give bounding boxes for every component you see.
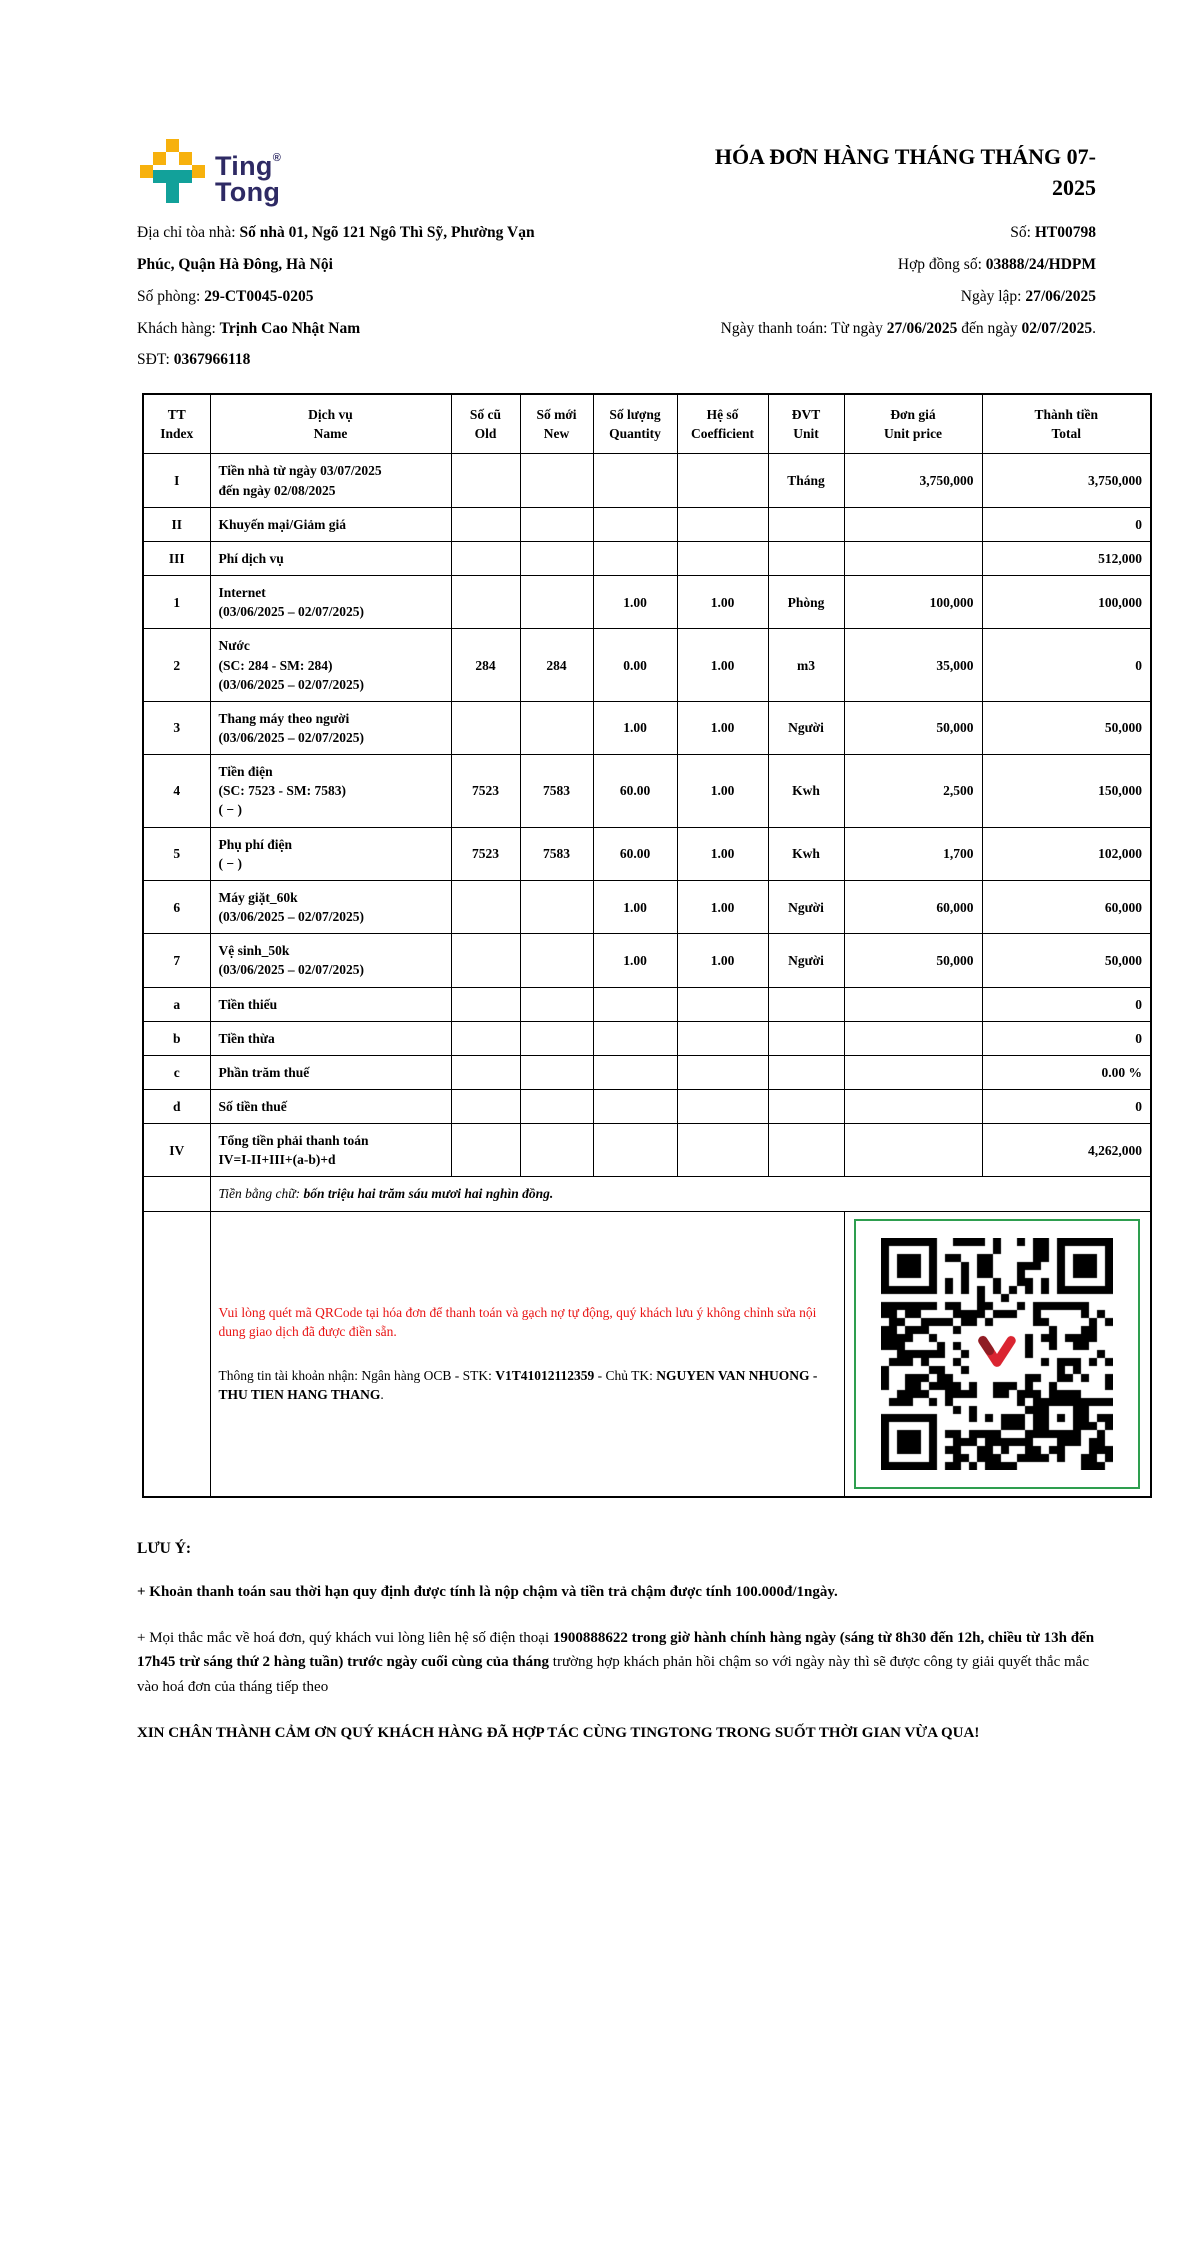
cell-service-name: Tiền nhà từ ngày 03/07/2025 đến ngày 02/08/2025 (210, 454, 451, 507)
cell-coefficient (677, 1021, 768, 1055)
cell-service-name: Máy giặt_60k (03/06/2025 – 02/07/2025) (210, 880, 451, 933)
cell-coefficient: 1.00 (677, 755, 768, 827)
cell-unit-price (844, 507, 982, 541)
cell-unit: Tháng (768, 454, 844, 507)
cell-unit: Người (768, 701, 844, 754)
cell-unit-price: 1,700 (844, 827, 982, 880)
cell-unit (768, 541, 844, 575)
col-header-new: Số mới New (520, 394, 593, 454)
qr-code (854, 1219, 1140, 1489)
vietqr-v-icon (973, 1332, 1021, 1375)
cell-index: 5 (143, 827, 210, 880)
col-header-quantity: Số lượng Quantity (593, 394, 677, 454)
cell-unit-price (844, 1021, 982, 1055)
cell-coefficient: 1.00 (677, 701, 768, 754)
invoice-number: Số: HT00798 (1010, 224, 1096, 242)
cell-service-name: Số tiền thuế (210, 1090, 451, 1124)
cell-quantity (593, 1124, 677, 1177)
invoice-summary-rows (143, 1177, 1151, 1497)
table-row-II (143, 507, 1151, 541)
cell-total: 512,000 (982, 541, 1151, 575)
cell-total: 0 (982, 1090, 1151, 1124)
cell-service-name: Internet (03/06/2025 – 02/07/2025) (210, 576, 451, 629)
cell-quantity (593, 987, 677, 1021)
cell-unit: Phòng (768, 576, 844, 629)
invoice-title-line1: HÓA ĐƠN HÀNG THÁNG THÁNG 07- (714, 144, 1096, 169)
cell-coefficient (677, 1055, 768, 1089)
cell-old (451, 701, 520, 754)
cell-old (451, 880, 520, 933)
cell-coefficient (677, 987, 768, 1021)
cell-index: 4 (143, 755, 210, 827)
cell-quantity: 1.00 (593, 701, 677, 754)
cell-unit-price: 35,000 (844, 629, 982, 701)
cell-coefficient: 1.00 (677, 880, 768, 933)
cell-index: II (143, 507, 210, 541)
notes-heading: LƯU Ý: (137, 1539, 192, 1557)
amount-in-words-row (143, 1177, 1151, 1211)
amount-in-words: Tiền bằng chữ: bốn triệu hai trăm sáu mươi hai nghìn đồng. (210, 1177, 1151, 1211)
customer-phone: SĐT: 0367966118 (137, 351, 251, 369)
table-row-1 (143, 576, 1151, 629)
cell-unit: Kwh (768, 827, 844, 880)
cell-total: 3,750,000 (982, 454, 1151, 507)
cell-old (451, 987, 520, 1021)
qr-code-cell (844, 1211, 1151, 1497)
cell-coefficient: 1.00 (677, 934, 768, 987)
cell-unit-price: 50,000 (844, 934, 982, 987)
cell-coefficient (677, 1124, 768, 1177)
table-row-IV (143, 1124, 1151, 1177)
cell-unit-price (844, 1090, 982, 1124)
cell-quantity (593, 1090, 677, 1124)
cell-unit-price (844, 541, 982, 575)
col-header-unit: ĐVT Unit (768, 394, 844, 454)
invoice-title-line2: 2025 (1052, 174, 1096, 200)
cell-quantity: 1.00 (593, 934, 677, 987)
table-row-d (143, 1090, 1151, 1124)
table-row-6 (143, 880, 1151, 933)
cell-new (520, 541, 593, 575)
cell-service-name: Nước (SC: 284 - SM: 284) (03/06/2025 – 02/07/2025) (210, 629, 451, 701)
cell-coefficient (677, 541, 768, 575)
cell-quantity (593, 1021, 677, 1055)
cell-quantity (593, 541, 677, 575)
cell-total: 0 (982, 1021, 1151, 1055)
cell-old (451, 1055, 520, 1089)
cell-new: 284 (520, 629, 593, 701)
col-header-name: Dịch vụ Name (210, 394, 451, 454)
cell-index: 2 (143, 629, 210, 701)
cell-index: 3 (143, 701, 210, 754)
cell-new: 7583 (520, 755, 593, 827)
cell-quantity: 60.00 (593, 755, 677, 827)
tingtong-logo-text (215, 153, 281, 205)
col-header-coefficient: Hệ số Coefficient (677, 394, 768, 454)
cell-service-name: Phí dịch vụ (210, 541, 451, 575)
cell-index: c (143, 1055, 210, 1089)
cell-service-name: Phụ phí điện ( − ) (210, 827, 451, 880)
info-right (721, 217, 1096, 376)
table-row-III (143, 541, 1151, 575)
cell-new (520, 880, 593, 933)
cell-coefficient (677, 507, 768, 541)
cell-quantity: 60.00 (593, 827, 677, 880)
cell-service-name: Tiền thừa (210, 1021, 451, 1055)
qr-note-red: Vui lòng quét mã QRCode tại hóa đơn để thanh toán và gạch nợ tự động, quý khách lưu ý không chỉnh sửa nội dung giao dịch đã được điền sẵn. (218, 1305, 817, 1340)
cell-empty-index (143, 1177, 210, 1211)
customer-name: Khách hàng: Trịnh Cao Nhật Nam (137, 319, 361, 337)
cell-unit: Người (768, 934, 844, 987)
cell-index: I (143, 454, 210, 507)
note-late-payment: + Khoản thanh toán sau thời hạn quy định được tính là nộp chậm và tiền trả chậm được tính 100.000đ/1ngày. (137, 1583, 838, 1600)
cell-new (520, 576, 593, 629)
cell-unit (768, 507, 844, 541)
cell-unit-price: 60,000 (844, 880, 982, 933)
cell-unit: Người (768, 880, 844, 933)
cell-total: 60,000 (982, 880, 1151, 933)
cell-old (451, 541, 520, 575)
invoice-title (626, 142, 1096, 204)
col-header-index: TT Index (143, 394, 210, 454)
col-header-old: Số cũ Old (451, 394, 520, 454)
cell-new (520, 1090, 593, 1124)
cell-service-name: Tổng tiền phải thanh toán IV=I-II+III+(a-b)+d (210, 1124, 451, 1177)
cell-unit: m3 (768, 629, 844, 701)
info-left (137, 217, 567, 376)
cell-quantity (593, 1055, 677, 1089)
cell-old (451, 1124, 520, 1177)
cell-unit (768, 1055, 844, 1089)
cell-index: d (143, 1090, 210, 1124)
table-header (143, 394, 1151, 454)
cell-total: 0 (982, 629, 1151, 701)
cell-unit-price: 100,000 (844, 576, 982, 629)
cell-service-name: Thang máy theo người (03/06/2025 – 02/07/2025) (210, 701, 451, 754)
cell-new (520, 1124, 593, 1177)
cell-new (520, 454, 593, 507)
cell-index: 6 (143, 880, 210, 933)
cell-old (451, 1021, 520, 1055)
col-header-unit-price: Đơn giá Unit price (844, 394, 982, 454)
registered-mark: ® (272, 152, 282, 164)
cell-unit-price: 50,000 (844, 701, 982, 754)
cell-service-name: Tiền thiếu (210, 987, 451, 1021)
table-row-I (143, 454, 1151, 507)
cell-quantity (593, 454, 677, 507)
cell-total: 102,000 (982, 827, 1151, 880)
table-row-a (143, 987, 1151, 1021)
cell-quantity: 0.00 (593, 629, 677, 701)
payment-period: Ngày thanh toán: Từ ngày 27/06/2025 đến ngày 02/07/2025. (720, 319, 1096, 337)
cell-new (520, 934, 593, 987)
table-row-b (143, 1021, 1151, 1055)
tingtong-logo (140, 138, 281, 205)
cell-index: IV (143, 1124, 210, 1177)
cell-old (451, 934, 520, 987)
table-row-2 (143, 629, 1151, 701)
contract-number: Hợp đồng số: 03888/24/HDPM (897, 256, 1096, 274)
cell-coefficient: 1.00 (677, 576, 768, 629)
invoice-info (0, 205, 1200, 376)
cell-coefficient: 1.00 (677, 629, 768, 701)
cell-quantity: 1.00 (593, 576, 677, 629)
cell-quantity: 1.00 (593, 880, 677, 933)
cell-total: 100,000 (982, 576, 1151, 629)
cell-unit (768, 987, 844, 1021)
cell-total: 0 (982, 987, 1151, 1021)
col-header-total: Thành tiền Total (982, 394, 1151, 454)
header-row (143, 394, 1151, 454)
cell-total: 0.00 % (982, 1055, 1151, 1089)
cell-quantity (593, 507, 677, 541)
cell-total: 150,000 (982, 755, 1151, 827)
logo-word-tong: Tong (215, 176, 281, 207)
table-row-5 (143, 827, 1151, 880)
table-row-4 (143, 755, 1151, 827)
cell-coefficient (677, 1090, 768, 1124)
cell-old: 284 (451, 629, 520, 701)
cell-index: III (143, 541, 210, 575)
cell-old: 7523 (451, 827, 520, 880)
cell-unit-price (844, 987, 982, 1021)
tingtong-logo-icon (140, 139, 206, 203)
cell-new (520, 1021, 593, 1055)
cell-unit (768, 1124, 844, 1177)
cell-unit (768, 1090, 844, 1124)
cell-unit-price (844, 1124, 982, 1177)
room-number: Số phòng: 29-CT0045-0205 (137, 287, 314, 305)
invoice-rows (143, 454, 1151, 1177)
building-address: Địa chỉ tòa nhà: Số nhà 01, Ngõ 121 Ngô Thì Sỹ, Phường Vạn Phúc, Quận Hà Đông, Hà Nội (137, 224, 535, 274)
cell-unit: Kwh (768, 755, 844, 827)
cell-old (451, 576, 520, 629)
cell-service-name: Tiền điện (SC: 7523 - SM: 7583) ( − ) (210, 755, 451, 827)
header (0, 0, 1200, 205)
cell-total: 4,262,000 (982, 1124, 1151, 1177)
table-row-7 (143, 934, 1151, 987)
qr-instructions (210, 1211, 844, 1497)
cell-service-name: Phần trăm thuế (210, 1055, 451, 1089)
table-row-3 (143, 701, 1151, 754)
cell-unit-price: 2,500 (844, 755, 982, 827)
cell-service-name: Vệ sinh_50k (03/06/2025 – 02/07/2025) (210, 934, 451, 987)
invoice-table (142, 393, 1152, 1498)
cell-new (520, 1055, 593, 1089)
qr-note-account: Thông tin tài khoản nhận: Ngân hàng OCB - STK: V1T41012112359 - Chủ TK: NGUYEN VAN NHUONG - THU TIEN HANG THANG. (218, 1367, 818, 1402)
cell-index: a (143, 987, 210, 1021)
cell-old (451, 454, 520, 507)
note-contact: + Mọi thắc mắc về hoá đơn, quý khách vui lòng liên hệ số điện thoại 1900888622 trong giờ hành chính hàng ngày (sáng từ 8h30 đến 12h, chiều từ 13h đến 17h45 trừ sáng thứ 2 hàng tuần) trước ngày cuối cùng của tháng trường hợp khách phản hồi chậm so với ngày này thì sẽ được công ty giải quyết thắc mắc vào hoá đơn của tháng tiếp theo (137, 1629, 1095, 1695)
cell-total: 0 (982, 507, 1151, 541)
cell-unit (768, 1021, 844, 1055)
cell-old (451, 507, 520, 541)
cell-index: 7 (143, 934, 210, 987)
thank-you-message: XIN CHÂN THÀNH CẢM ƠN QUÝ KHÁCH HÀNG ĐÃ HỢP TÁC CÙNG TINGTONG TRONG SUỐT THỜI GIAN VỪA QUA! (137, 1724, 980, 1741)
cell-coefficient: 1.00 (677, 827, 768, 880)
cell-index: 1 (143, 576, 210, 629)
cell-coefficient (677, 454, 768, 507)
qr-row (143, 1211, 1151, 1497)
cell-service-name: Khuyến mại/Giảm giá (210, 507, 451, 541)
cell-new (520, 507, 593, 541)
cell-unit-price: 3,750,000 (844, 454, 982, 507)
cell-new (520, 701, 593, 754)
cell-empty-index (143, 1211, 210, 1497)
cell-new (520, 987, 593, 1021)
cell-index: b (143, 1021, 210, 1055)
cell-total: 50,000 (982, 701, 1151, 754)
logo-word-ting: Ting (215, 151, 273, 181)
cell-old (451, 1090, 520, 1124)
cell-old: 7523 (451, 755, 520, 827)
table-row-c (143, 1055, 1151, 1089)
issue-date: Ngày lập: 27/06/2025 (960, 287, 1096, 305)
cell-new: 7583 (520, 827, 593, 880)
footer-notes (0, 1498, 1200, 1745)
cell-total: 50,000 (982, 934, 1151, 987)
cell-unit-price (844, 1055, 982, 1089)
